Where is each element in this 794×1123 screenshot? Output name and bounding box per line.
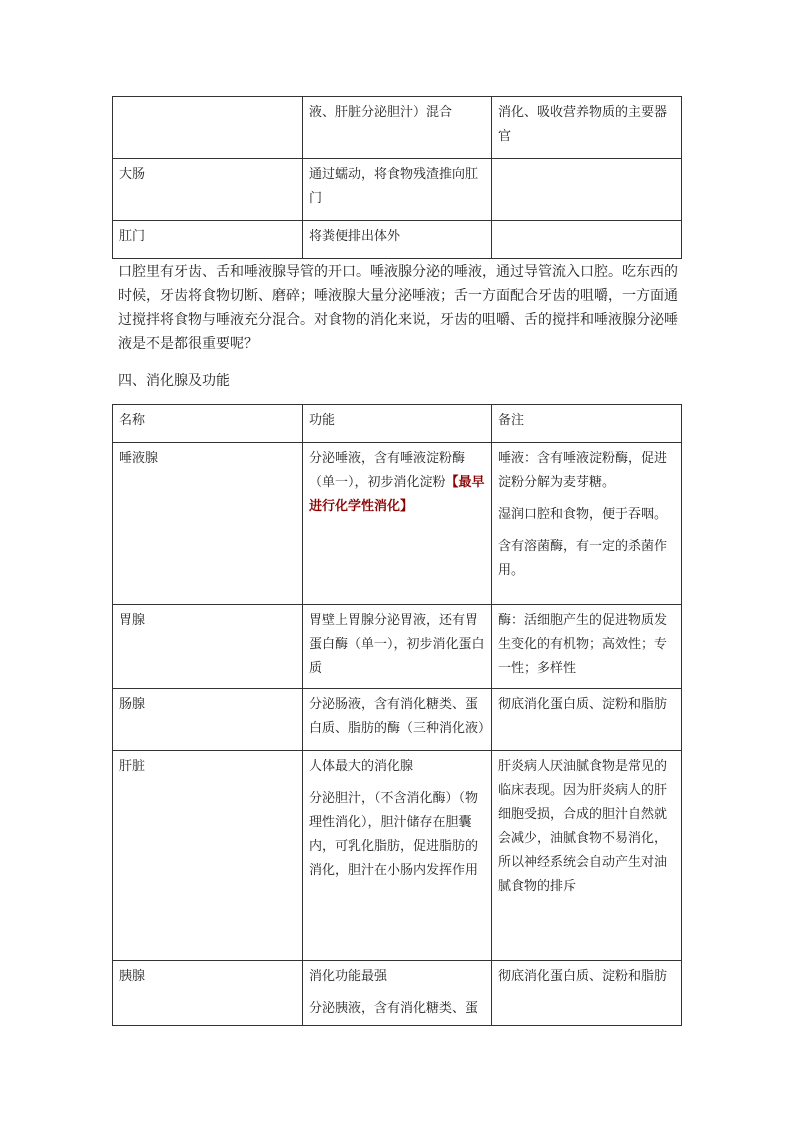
table-cell: 通过蠕动，将食物残渣推向肛门 bbox=[303, 159, 492, 221]
gland-function: 胃壁上胃腺分泌胃液，还有胃蛋白酶（单一），初步消化蛋白质 bbox=[303, 605, 492, 689]
digestive-glands-table bbox=[112, 404, 682, 1026]
function-text: 分泌唾液，含有唾液淀粉酶（单一），初步消化淀粉 bbox=[309, 451, 466, 490]
header-name: 名称 bbox=[113, 405, 303, 443]
table-cell bbox=[492, 221, 682, 259]
table-row-liver bbox=[113, 751, 682, 961]
gland-name: 胃腺 bbox=[113, 605, 303, 689]
gland-name: 肝脏 bbox=[113, 751, 303, 961]
table-header-row bbox=[113, 405, 682, 443]
table-cell: 液、肝脏分泌胆汁）混合 bbox=[303, 97, 492, 159]
gland-function: 分泌肠液，含有消化糖类、蛋白质、脂肪的酶（三种消化液） bbox=[303, 689, 492, 751]
gland-notes: 肝炎病人厌油腻食物是常见的临床表现。因为肝炎病人的肝细胞受损，合成的胆汁自然就会减少，油腻食物不易消化，所以神经系统会自动产生对油腻食物的排斥 bbox=[492, 751, 682, 961]
table-cell: 将粪便排出体外 bbox=[303, 221, 492, 259]
table-row-salivary bbox=[113, 443, 682, 605]
gland-notes: 彻底消化蛋白质、淀粉和脂肪 bbox=[492, 961, 682, 1026]
table-row-gastric bbox=[113, 605, 682, 689]
note-line: 湿润口腔和食物，便于吞咽。 bbox=[498, 507, 668, 522]
table-row bbox=[113, 97, 682, 159]
gland-function bbox=[303, 751, 492, 961]
gland-name: 唾液腺 bbox=[113, 443, 303, 605]
gland-name: 肠腺 bbox=[113, 689, 303, 751]
table-cell: 消化、吸收营养物质的主要器官 bbox=[492, 97, 682, 159]
table-cell bbox=[492, 159, 682, 221]
header-function: 功能 bbox=[303, 405, 492, 443]
digestive-organs-table bbox=[112, 96, 682, 259]
function-line: 人体最大的消化腺 bbox=[309, 759, 414, 774]
gland-notes bbox=[492, 443, 682, 605]
note-line: 含有溶菌酶，有一定的杀菌作用。 bbox=[498, 539, 668, 578]
header-notes: 备注 bbox=[492, 405, 682, 443]
highlight-text: 【最早进行化学性消化】 bbox=[309, 475, 485, 514]
function-line: 消化功能最强 bbox=[309, 969, 388, 984]
table-row bbox=[113, 159, 682, 221]
table-cell: 肛门 bbox=[113, 221, 303, 259]
gland-name: 胰腺 bbox=[113, 961, 303, 1026]
table-row bbox=[113, 221, 682, 259]
function-line: 分泌胆汁，（不含消化酶）（物理性消化），胆汁储存在胆囊内，可乳化脂肪，促进脂肪的消化，胆汁在小肠内发挥作用 bbox=[309, 791, 479, 878]
table-cell bbox=[113, 97, 303, 159]
function-line: 分泌胰液，含有消化糖类、蛋 bbox=[309, 1001, 479, 1016]
body-paragraph: 口腔里有牙齿、舌和唾液腺导管的开口。唾液腺分泌的唾液，通过导管流入口腔。吃东西的时候，牙齿将食物切断、磨碎；唾液腺大量分泌唾液；舌一方面配合牙齿的咀嚼，一方面通过搅拌将食物与唾液充分混合。对食物的消化来说，牙齿的咀嚼、舌的搅拌和唾液腺分泌唾液是不是都很重要呢？ bbox=[118, 264, 678, 352]
gland-function bbox=[303, 443, 492, 605]
table-row-intestinal bbox=[113, 689, 682, 751]
gland-notes: 彻底消化蛋白质、淀粉和脂肪 bbox=[492, 689, 682, 751]
table-cell: 大肠 bbox=[113, 159, 303, 221]
section-heading: 四、消化腺及功能 bbox=[118, 373, 230, 389]
gland-function bbox=[303, 961, 492, 1026]
note-line: 唾液：含有唾液淀粉酶，促进淀粉分解为麦芽糖。 bbox=[498, 451, 668, 490]
table-row-pancreas bbox=[113, 961, 682, 1026]
gland-notes: 酶：活细胞产生的促进物质发生变化的有机物；高效性；专一性；多样性 bbox=[492, 605, 682, 689]
